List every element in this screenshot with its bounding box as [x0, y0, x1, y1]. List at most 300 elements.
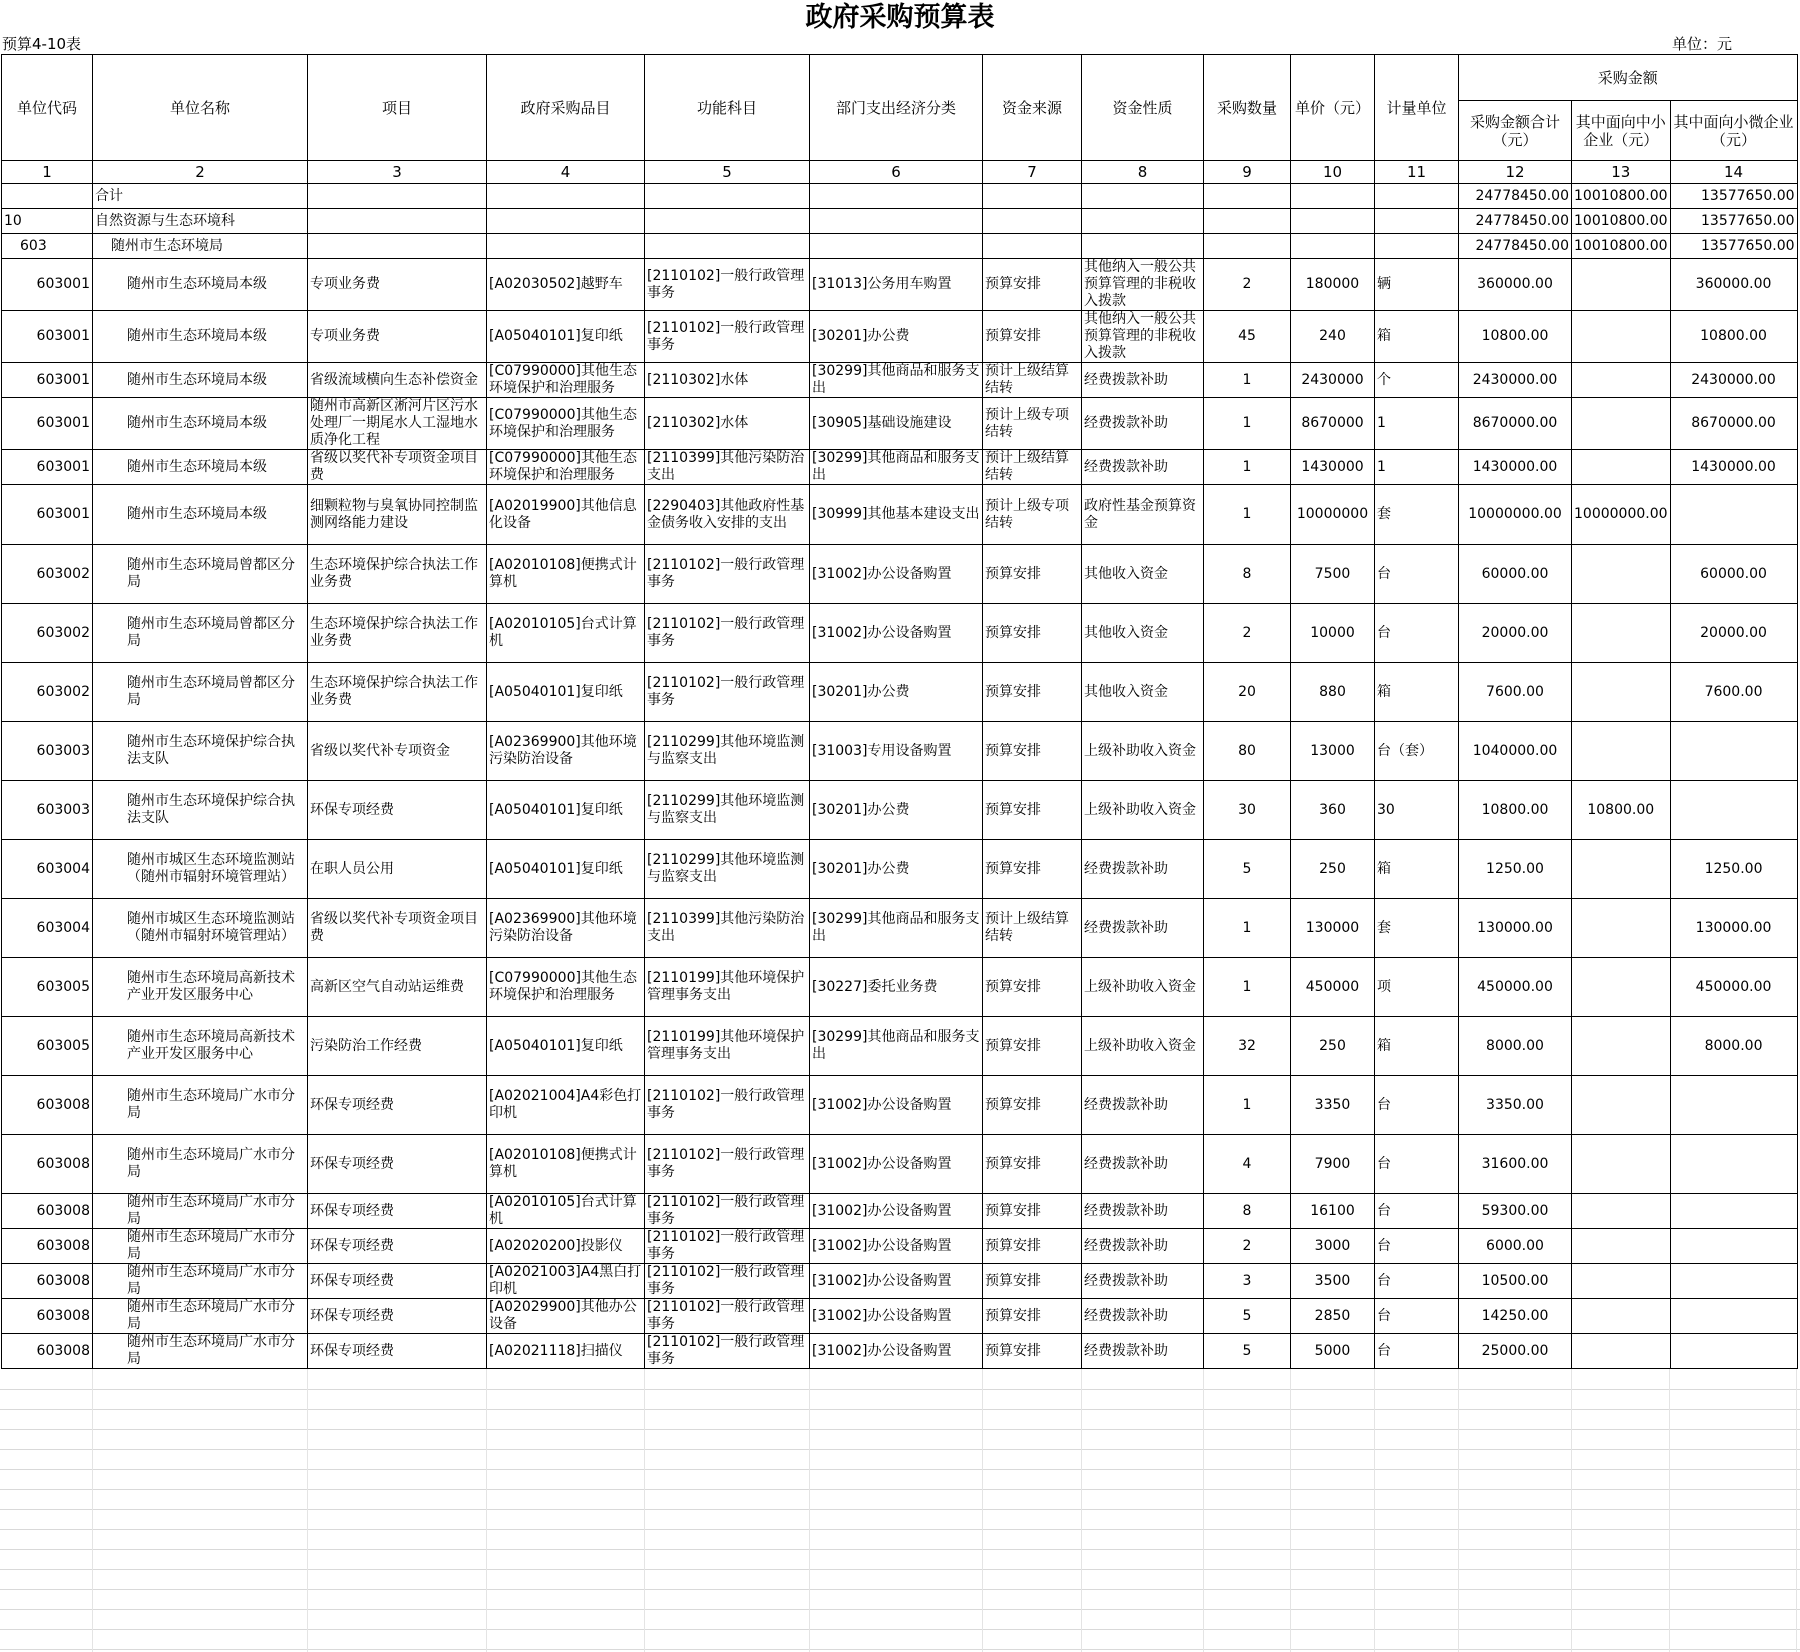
amount-total-cell: 1430000.00 — [1459, 450, 1572, 485]
table-row — [2, 311, 1798, 363]
price-cell: 880 — [1291, 663, 1375, 722]
func-subject-cell: [2110102]一般行政管理事务 — [645, 311, 810, 363]
amount-total-cell: 10000000.00 — [1459, 485, 1572, 545]
column-number-cell: 2 — [93, 161, 308, 184]
amount-sme-cell — [1572, 722, 1671, 781]
measure-cell: 箱 — [1375, 840, 1459, 899]
unit-code-cell: 603008 — [2, 1334, 93, 1369]
func-subject-cell: [2110102]一般行政管理事务 — [645, 1334, 810, 1369]
page-title: 政府采购预算表 — [805, 2, 995, 33]
empty-cell — [308, 184, 487, 209]
gov-item-cell: [A02010105]台式计算机 — [487, 604, 645, 663]
amount-sme-cell — [1572, 1135, 1671, 1194]
price-cell: 250 — [1291, 1017, 1375, 1076]
empty-cell — [1082, 184, 1204, 209]
grid-line — [1796, 1369, 1797, 1652]
amount-total-cell: 8670000.00 — [1459, 398, 1572, 450]
price-cell: 8670000 — [1291, 398, 1375, 450]
grid-line — [0, 1549, 1800, 1550]
gov-item-cell: [C07990000]其他生态环境保护和治理服务 — [487, 398, 645, 450]
table-row — [2, 545, 1798, 604]
empty-cell — [308, 234, 487, 259]
header-amount-total: 采购金额合计（元） — [1459, 101, 1572, 161]
project-cell: 环保专项经费 — [308, 1229, 487, 1264]
qty-cell: 1 — [1204, 899, 1291, 958]
table-row — [2, 1229, 1798, 1264]
amount-sme-cell: 10800.00 — [1572, 781, 1671, 840]
price-cell: 360 — [1291, 781, 1375, 840]
column-number-cell: 12 — [1459, 161, 1572, 184]
empty-cell — [1082, 209, 1204, 234]
measure-cell: 台 — [1375, 1076, 1459, 1135]
project-cell: 生态环境保护综合执法工作业务费 — [308, 604, 487, 663]
amount-micro-cell: 8000.00 — [1670, 1017, 1797, 1076]
econ-class-cell: [31002]办公设备购置 — [810, 604, 983, 663]
grid-line — [809, 1369, 810, 1652]
header-project: 项目 — [308, 55, 487, 161]
qty-cell: 2 — [1204, 259, 1291, 311]
qty-cell: 32 — [1204, 1017, 1291, 1076]
empty-cell — [645, 184, 810, 209]
econ-class-cell: [30201]办公费 — [810, 781, 983, 840]
column-number-cell: 10 — [1291, 161, 1375, 184]
qty-cell: 20 — [1204, 663, 1291, 722]
qty-cell: 5 — [1204, 1334, 1291, 1369]
gov-item-cell: [A02369900]其他环境污染防治设备 — [487, 899, 645, 958]
func-subject-cell: [2110299]其他环境监测与监察支出 — [645, 840, 810, 899]
unit-code-cell: 603003 — [2, 781, 93, 840]
measure-cell: 台 — [1375, 1194, 1459, 1229]
empty-cell — [810, 209, 983, 234]
gov-item-cell: [A05040101]复印纸 — [487, 781, 645, 840]
unit-code-cell: 603001 — [2, 398, 93, 450]
fund-source-cell: 预算安排 — [983, 1334, 1082, 1369]
amount-micro-cell: 8670000.00 — [1670, 398, 1797, 450]
gov-item-cell: [C07990000]其他生态环境保护和治理服务 — [487, 450, 645, 485]
amount-total-cell: 360000.00 — [1459, 259, 1572, 311]
econ-class-cell: [31002]办公设备购置 — [810, 1264, 983, 1299]
header-amount-micro: 其中面向小微企业（元） — [1670, 101, 1797, 161]
fund-source-cell: 预算安排 — [983, 840, 1082, 899]
amount-micro-cell: 20000.00 — [1670, 604, 1797, 663]
grid-line — [307, 1369, 308, 1652]
fund-source-cell: 预算安排 — [983, 1264, 1082, 1299]
amount-micro-cell — [1670, 1135, 1797, 1194]
econ-class-cell: [30299]其他商品和服务支出 — [810, 363, 983, 398]
column-number-cell: 14 — [1670, 161, 1797, 184]
price-cell: 450000 — [1291, 958, 1375, 1017]
fund-source-cell: 预算安排 — [983, 781, 1082, 840]
amount-sme-cell: 10010800.00 — [1572, 234, 1671, 259]
empty-cell — [487, 234, 645, 259]
header-gov-item: 政府采购品目 — [487, 55, 645, 161]
empty-cell — [487, 209, 645, 234]
grid-line — [1374, 1369, 1375, 1652]
table-row — [2, 604, 1798, 663]
fund-source-cell: 预计上级专项结转 — [983, 398, 1082, 450]
gov-item-cell: [A05040101]复印纸 — [487, 311, 645, 363]
func-subject-cell: [2110199]其他环境保护管理事务支出 — [645, 1017, 810, 1076]
unit-code-cell: 603005 — [2, 1017, 93, 1076]
header-unit-name: 单位名称 — [93, 55, 308, 161]
measure-cell: 台 — [1375, 1135, 1459, 1194]
econ-class-cell: [30227]委托业务费 — [810, 958, 983, 1017]
amount-micro-cell: 7600.00 — [1670, 663, 1797, 722]
econ-class-cell: [30201]办公费 — [810, 311, 983, 363]
amount-total-cell: 1250.00 — [1459, 840, 1572, 899]
grid-line — [0, 1429, 1800, 1430]
measure-cell: 台（套） — [1375, 722, 1459, 781]
grid-line — [1203, 1369, 1204, 1652]
table-row — [2, 1017, 1798, 1076]
gov-item-cell: [A02021003]A4黑白打印机 — [487, 1264, 645, 1299]
amount-micro-cell: 13577650.00 — [1670, 234, 1797, 259]
qty-cell: 2 — [1204, 1229, 1291, 1264]
qty-cell: 1 — [1204, 363, 1291, 398]
qty-cell: 4 — [1204, 1135, 1291, 1194]
fund-source-cell: 预算安排 — [983, 259, 1082, 311]
amount-total-cell: 60000.00 — [1459, 545, 1572, 604]
qty-cell: 8 — [1204, 545, 1291, 604]
unit-code-cell: 603001 — [2, 450, 93, 485]
project-cell: 环保专项经费 — [308, 1299, 487, 1334]
grid-line — [644, 1369, 645, 1652]
price-cell: 130000 — [1291, 899, 1375, 958]
measure-cell: 1 — [1375, 398, 1459, 450]
table-code-label: 预算4-10表 — [2, 35, 82, 53]
amount-sme-cell — [1572, 1076, 1671, 1135]
gov-item-cell: [A02010108]便携式计算机 — [487, 1135, 645, 1194]
project-cell: 省级流域横向生态补偿资金 — [308, 363, 487, 398]
unit-code-cell: 603004 — [2, 899, 93, 958]
grid-line — [0, 1609, 1800, 1610]
unit-name-cell: 自然资源与生态环境科 — [93, 209, 308, 234]
unit-name-cell: 随州市生态环境局广水市分局 — [93, 1076, 308, 1135]
table-row — [2, 840, 1798, 899]
amount-micro-cell — [1670, 1076, 1797, 1135]
column-number-cell: 11 — [1375, 161, 1459, 184]
func-subject-cell: [2110399]其他污染防治支出 — [645, 899, 810, 958]
econ-class-cell: [30299]其他商品和服务支出 — [810, 899, 983, 958]
price-cell: 3500 — [1291, 1264, 1375, 1299]
project-cell: 高新区空气自动站运维费 — [308, 958, 487, 1017]
fund-nature-cell: 其他纳入一般公共预算管理的非税收入拨款 — [1082, 259, 1204, 311]
empty-cell — [1291, 209, 1375, 234]
measure-cell: 1 — [1375, 450, 1459, 485]
amount-total-cell: 10800.00 — [1459, 781, 1572, 840]
table-row — [2, 450, 1798, 485]
unit-name-cell: 随州市生态环境局本级 — [93, 311, 308, 363]
unit-code-cell: 603002 — [2, 604, 93, 663]
fund-nature-cell: 其他纳入一般公共预算管理的非税收入拨款 — [1082, 311, 1204, 363]
grid-line — [1290, 1369, 1291, 1652]
table-row — [2, 958, 1798, 1017]
unit-name-cell: 随州市生态环境局广水市分局 — [93, 1229, 308, 1264]
unit-code-cell: 603002 — [2, 545, 93, 604]
amount-sme-cell — [1572, 1017, 1671, 1076]
unit-code-cell: 603001 — [2, 363, 93, 398]
unit-code-cell: 603008 — [2, 1229, 93, 1264]
fund-source-cell: 预计上级专项结转 — [983, 485, 1082, 545]
amount-total-cell: 24778450.00 — [1459, 184, 1572, 209]
fund-nature-cell: 经费拨款补助 — [1082, 1076, 1204, 1135]
measure-cell: 台 — [1375, 1264, 1459, 1299]
grid-line — [0, 1389, 1800, 1390]
gov-item-cell: [A02021004]A4彩色打印机 — [487, 1076, 645, 1135]
price-cell: 7500 — [1291, 545, 1375, 604]
fund-nature-cell: 其他收入资金 — [1082, 545, 1204, 604]
amount-total-cell: 25000.00 — [1459, 1334, 1572, 1369]
unit-code-cell: 603008 — [2, 1299, 93, 1334]
func-subject-cell: [2110302]水体 — [645, 398, 810, 450]
unit-name-cell: 随州市生态环境局本级 — [93, 450, 308, 485]
fund-nature-cell: 经费拨款补助 — [1082, 899, 1204, 958]
table-row — [2, 722, 1798, 781]
amount-total-cell: 450000.00 — [1459, 958, 1572, 1017]
econ-class-cell: [30905]基础设施建设 — [810, 398, 983, 450]
grid-line — [0, 1589, 1800, 1590]
empty-cell — [1375, 184, 1459, 209]
empty-cell — [983, 184, 1082, 209]
econ-class-cell: [31002]办公设备购置 — [810, 545, 983, 604]
amount-total-cell: 2430000.00 — [1459, 363, 1572, 398]
amount-sme-cell — [1572, 663, 1671, 722]
amount-total-cell: 24778450.00 — [1459, 209, 1572, 234]
amount-total-cell: 59300.00 — [1459, 1194, 1572, 1229]
econ-class-cell: [30999]其他基本建设支出 — [810, 485, 983, 545]
unit-code-cell: 603001 — [2, 259, 93, 311]
table-row — [2, 781, 1798, 840]
fund-nature-cell: 政府性基金预算资金 — [1082, 485, 1204, 545]
measure-cell: 套 — [1375, 899, 1459, 958]
fund-source-cell: 预算安排 — [983, 1194, 1082, 1229]
fund-nature-cell: 经费拨款补助 — [1082, 1299, 1204, 1334]
fund-nature-cell: 上级补助收入资金 — [1082, 958, 1204, 1017]
header-func-subject: 功能科目 — [645, 55, 810, 161]
unit-name-cell: 随州市生态环境局本级 — [93, 259, 308, 311]
unit-code-cell: 603008 — [2, 1135, 93, 1194]
gov-item-cell: [A02010105]台式计算机 — [487, 1194, 645, 1229]
unit-code-cell: 603004 — [2, 840, 93, 899]
gov-item-cell: [A02021118]扫描仪 — [487, 1334, 645, 1369]
gov-item-cell: [A05040101]复印纸 — [487, 663, 645, 722]
project-cell: 环保专项经费 — [308, 781, 487, 840]
qty-cell: 1 — [1204, 1076, 1291, 1135]
column-number-cell: 4 — [487, 161, 645, 184]
gov-item-cell: [C07990000]其他生态环境保护和治理服务 — [487, 958, 645, 1017]
gov-item-cell: [A05040101]复印纸 — [487, 1017, 645, 1076]
amount-total-cell: 10800.00 — [1459, 311, 1572, 363]
fund-nature-cell: 上级补助收入资金 — [1082, 1017, 1204, 1076]
fund-nature-cell: 经费拨款补助 — [1082, 1194, 1204, 1229]
measure-cell: 辆 — [1375, 259, 1459, 311]
func-subject-cell: [2110299]其他环境监测与监察支出 — [645, 781, 810, 840]
amount-sme-cell — [1572, 1264, 1671, 1299]
econ-class-cell: [31002]办公设备购置 — [810, 1135, 983, 1194]
price-cell: 16100 — [1291, 1194, 1375, 1229]
column-number-cell: 7 — [983, 161, 1082, 184]
func-subject-cell: [2110102]一般行政管理事务 — [645, 663, 810, 722]
summary-row — [2, 209, 1798, 234]
grid-line — [0, 1409, 1800, 1410]
grid-line — [0, 1489, 1800, 1490]
qty-cell: 80 — [1204, 722, 1291, 781]
unit-name-cell: 合计 — [93, 184, 308, 209]
amount-micro-cell: 2430000.00 — [1670, 363, 1797, 398]
table-row — [2, 1135, 1798, 1194]
table-row — [2, 259, 1798, 311]
unit-name-cell: 随州市生态环境保护综合执法支队 — [93, 781, 308, 840]
header-amount-sme: 其中面向中小企业（元） — [1572, 101, 1671, 161]
empty-cell — [1375, 234, 1459, 259]
fund-source-cell: 预计上级结算结转 — [983, 450, 1082, 485]
project-cell: 在职人员公用 — [308, 840, 487, 899]
unit-name-cell: 随州市生态环境局 — [93, 234, 308, 259]
column-number-cell: 8 — [1082, 161, 1204, 184]
price-cell: 240 — [1291, 311, 1375, 363]
func-subject-cell: [2110399]其他污染防治支出 — [645, 450, 810, 485]
qty-cell: 5 — [1204, 1299, 1291, 1334]
fund-source-cell: 预算安排 — [983, 1017, 1082, 1076]
header-fund-source: 资金来源 — [983, 55, 1082, 161]
table-row — [2, 1264, 1798, 1299]
empty-cell — [1375, 209, 1459, 234]
column-number-cell: 9 — [1204, 161, 1291, 184]
fund-source-cell: 预算安排 — [983, 722, 1082, 781]
measure-cell: 台 — [1375, 1334, 1459, 1369]
column-number-cell: 13 — [1572, 161, 1671, 184]
gov-item-cell: [A02019900]其他信息化设备 — [487, 485, 645, 545]
fund-nature-cell: 经费拨款补助 — [1082, 363, 1204, 398]
amount-micro-cell: 360000.00 — [1670, 259, 1797, 311]
header-fund-nature: 资金性质 — [1082, 55, 1204, 161]
table-row — [2, 485, 1798, 545]
grid-line — [0, 1449, 1800, 1450]
column-number-cell: 5 — [645, 161, 810, 184]
column-number-cell: 6 — [810, 161, 983, 184]
amount-total-cell: 24778450.00 — [1459, 234, 1572, 259]
summary-row — [2, 234, 1798, 259]
func-subject-cell: [2110199]其他环境保护管理事务支出 — [645, 958, 810, 1017]
price-cell: 10000000 — [1291, 485, 1375, 545]
amount-micro-cell — [1670, 1299, 1797, 1334]
qty-cell: 30 — [1204, 781, 1291, 840]
amount-micro-cell: 450000.00 — [1670, 958, 1797, 1017]
econ-class-cell: [30201]办公费 — [810, 840, 983, 899]
amount-sme-cell — [1572, 450, 1671, 485]
unit-name-cell: 随州市生态环境局曾都区分局 — [93, 663, 308, 722]
grid-line — [0, 1649, 1800, 1650]
unit-code-cell: 603008 — [2, 1194, 93, 1229]
func-subject-cell: [2290403]其他政府性基金债务收入安排的支出 — [645, 485, 810, 545]
grid-line — [0, 1529, 1800, 1530]
grid-line — [1571, 1369, 1572, 1652]
amount-sme-cell — [1572, 899, 1671, 958]
econ-class-cell: [30201]办公费 — [810, 663, 983, 722]
project-cell: 生态环境保护综合执法工作业务费 — [308, 663, 487, 722]
unit-name-cell: 随州市生态环境局广水市分局 — [93, 1194, 308, 1229]
gov-item-cell: [A02010108]便携式计算机 — [487, 545, 645, 604]
column-number-cell: 1 — [2, 161, 93, 184]
fund-source-cell: 预算安排 — [983, 1135, 1082, 1194]
grid-line — [1081, 1369, 1082, 1652]
price-cell: 3000 — [1291, 1229, 1375, 1264]
econ-class-cell: [31003]专用设备购置 — [810, 722, 983, 781]
measure-cell: 台 — [1375, 604, 1459, 663]
amount-sme-cell — [1572, 259, 1671, 311]
header-qty: 采购数量 — [1204, 55, 1291, 161]
unit-name-cell: 随州市生态环境局高新技术产业开发区服务中心 — [93, 1017, 308, 1076]
func-subject-cell: [2110102]一般行政管理事务 — [645, 1264, 810, 1299]
econ-class-cell: [30299]其他商品和服务支出 — [810, 450, 983, 485]
grid-line — [0, 1469, 1800, 1470]
amount-total-cell: 1040000.00 — [1459, 722, 1572, 781]
amount-micro-cell — [1670, 1334, 1797, 1369]
unit-code-cell: 603001 — [2, 311, 93, 363]
project-cell: 随州市高新区淅河片区污水处理厂一期尾水人工湿地水质净化工程 — [308, 398, 487, 450]
fund-nature-cell: 其他收入资金 — [1082, 604, 1204, 663]
qty-cell: 5 — [1204, 840, 1291, 899]
table-row — [2, 663, 1798, 722]
amount-micro-cell: 130000.00 — [1670, 899, 1797, 958]
project-cell: 专项业务费 — [308, 311, 487, 363]
project-cell: 环保专项经费 — [308, 1334, 487, 1369]
amount-total-cell: 31600.00 — [1459, 1135, 1572, 1194]
empty-cell — [1291, 184, 1375, 209]
price-cell: 7900 — [1291, 1135, 1375, 1194]
empty-cell — [645, 234, 810, 259]
amount-total-cell: 14250.00 — [1459, 1299, 1572, 1334]
price-cell: 13000 — [1291, 722, 1375, 781]
grid-line — [982, 1369, 983, 1652]
fund-source-cell: 预计上级结算结转 — [983, 899, 1082, 958]
empty-cell — [983, 209, 1082, 234]
column-number-row — [2, 161, 1798, 184]
grid-line — [1669, 1369, 1670, 1652]
grid-line — [92, 1369, 93, 1652]
unit-name-cell: 随州市生态环境局广水市分局 — [93, 1334, 308, 1369]
fund-source-cell: 预算安排 — [983, 1229, 1082, 1264]
amount-micro-cell: 60000.00 — [1670, 545, 1797, 604]
project-cell: 细颗粒物与臭氧协同控制监测网络能力建设 — [308, 485, 487, 545]
amount-micro-cell — [1670, 485, 1797, 545]
amount-micro-cell — [1670, 722, 1797, 781]
amount-total-cell: 10500.00 — [1459, 1264, 1572, 1299]
procurement-budget-table — [1, 54, 1798, 1369]
grid-line — [1458, 1369, 1459, 1652]
empty-cell — [645, 209, 810, 234]
amount-sme-cell: 10010800.00 — [1572, 209, 1671, 234]
unit-code-cell — [2, 184, 93, 209]
grid-line — [0, 1629, 1800, 1630]
fund-nature-cell: 其他收入资金 — [1082, 663, 1204, 722]
empty-cell — [810, 184, 983, 209]
qty-cell: 8 — [1204, 1194, 1291, 1229]
amount-micro-cell: 13577650.00 — [1670, 184, 1797, 209]
grid-line — [0, 1509, 1800, 1510]
amount-sme-cell — [1572, 1334, 1671, 1369]
fund-source-cell: 预算安排 — [983, 545, 1082, 604]
amount-micro-cell — [1670, 1194, 1797, 1229]
project-cell: 专项业务费 — [308, 259, 487, 311]
unit-code-cell: 603005 — [2, 958, 93, 1017]
measure-cell: 30 — [1375, 781, 1459, 840]
measure-cell: 箱 — [1375, 311, 1459, 363]
econ-class-cell: [31002]办公设备购置 — [810, 1194, 983, 1229]
amount-total-cell: 130000.00 — [1459, 899, 1572, 958]
unit-code-cell: 603002 — [2, 663, 93, 722]
unit-name-cell: 随州市生态环境局本级 — [93, 485, 308, 545]
